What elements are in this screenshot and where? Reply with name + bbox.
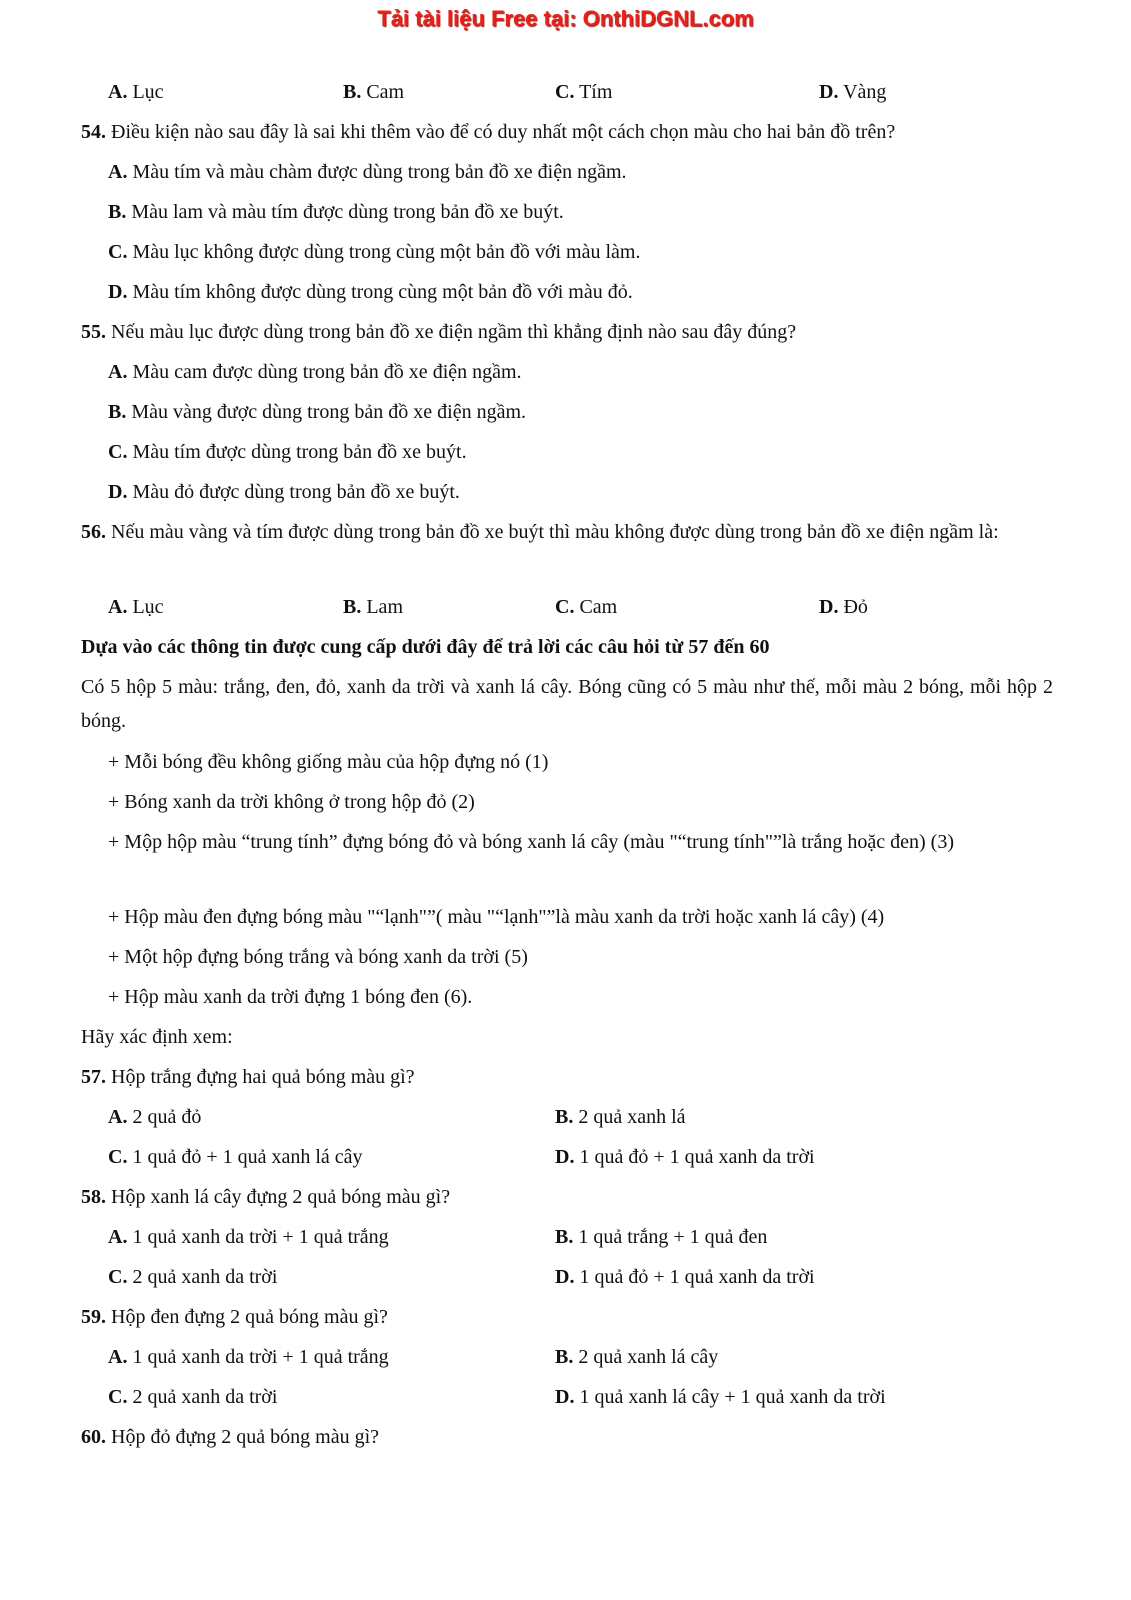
option-b: B. 2 quả xanh lá cây [555, 1346, 719, 1368]
section-heading: Dựa vào các thông tin được cung cấp dưới đây để trả lời các câu hỏi từ 57 đến 60 [81, 636, 770, 658]
option-b: B. Lam [343, 596, 403, 618]
option-b: B. Màu lam và màu tím được dùng trong bản đồ xe buýt. [108, 201, 564, 223]
question-58: 58. Hộp xanh lá cây đựng 2 quả bóng màu gì? [81, 1186, 451, 1208]
option-a: A. 1 quả xanh da trời + 1 quả trắng [108, 1226, 389, 1248]
option-c: C. 2 quả xanh da trời [108, 1386, 278, 1408]
option-d: D. 1 quả đỏ + 1 quả xanh da trời [555, 1146, 815, 1168]
rule-item: + Hộp màu xanh da trời đựng 1 bóng đen (6). [108, 986, 473, 1008]
option-d: D. 1 quả xanh lá cây + 1 quả xanh da trời [555, 1386, 886, 1408]
option-a: A. Màu tím và màu chàm được dùng trong bản đồ xe điện ngầm. [108, 161, 627, 183]
option-a: A. Lục [108, 596, 164, 618]
rule-item: + Mộp hộp màu “trung tính” đựng bóng đỏ và bóng xanh lá cây (màu "“trung tính"”là trắng hoặc đen) (3) [108, 831, 955, 853]
option-b: B. Cam [343, 81, 405, 103]
option-c: C. 1 quả đỏ + 1 quả xanh lá cây [108, 1146, 363, 1168]
rule-item: + Một hộp đựng bóng trắng và bóng xanh da trời (5) [108, 946, 528, 968]
option-d: D. Màu tím không được dùng trong cùng một bản đồ với màu đỏ. [108, 281, 633, 303]
option-c: C. Màu lục không được dùng trong cùng một bản đồ với màu làm. [108, 241, 641, 263]
option-b: B. Màu vàng được dùng trong bản đồ xe điện ngầm. [108, 401, 527, 423]
section-prompt: Hãy xác định xem: [81, 1026, 233, 1048]
question-60: 60. Hộp đỏ đựng 2 quả bóng màu gì? [81, 1426, 380, 1448]
option-a: A. 1 quả xanh da trời + 1 quả trắng [108, 1346, 389, 1368]
option-b: B. 2 quả xanh lá [555, 1106, 686, 1128]
option-c: C. Cam [555, 596, 618, 618]
option-d: D. Màu đỏ được dùng trong bản đồ xe buýt. [108, 481, 460, 503]
option-c: C. Tím [555, 81, 613, 103]
option-c: C. 2 quả xanh da trời [108, 1266, 278, 1288]
option-a: A. 2 quả đỏ [108, 1106, 202, 1128]
option-b: B. 1 quả trắng + 1 quả đen [555, 1226, 768, 1248]
option-a: A. Màu cam được dùng trong bản đồ xe điện ngầm. [108, 361, 522, 383]
option-c: C. Màu tím được dùng trong bản đồ xe buýt. [108, 441, 467, 463]
question-56: 56. Nếu màu vàng và tím được dùng trong bản đồ xe buýt thì màu không được dùng trong bản đồ xe điện ngầm là: [81, 521, 999, 543]
option-d: D. Đỏ [819, 596, 868, 618]
site-header: Tải tài liệu Free tại: OnthiDGNL.com [377, 6, 754, 31]
question-57: 57. Hộp trắng đựng hai quả bóng màu gì? [81, 1066, 415, 1088]
rule-item: + Mỗi bóng đều không giống màu của hộp đựng nó (1) [108, 751, 549, 773]
option-d: D. 1 quả đỏ + 1 quả xanh da trời [555, 1266, 815, 1288]
option-d: D. Vàng [819, 81, 887, 103]
rule-item: + Hộp màu đen đựng bóng màu "“lạnh"”( màu "“lạnh"”là màu xanh da trời hoặc xanh lá cây) (4) [108, 906, 885, 928]
question-54: 54. Điều kiện nào sau đây là sai khi thêm vào để có duy nhất một cách chọn màu cho hai bản đồ trên? [81, 121, 896, 143]
section-intro: Có 5 hộp 5 màu: trắng, đen, đỏ, xanh da trời và xanh lá cây. Bóng cũng có 5 màu như thế, mỗi màu 2 bóng, mỗi hộp 2 bóng. [81, 676, 1053, 732]
question-55: 55. Nếu màu lục được dùng trong bản đồ xe điện ngầm thì khẳng định nào sau đây đúng? [81, 321, 797, 343]
rule-item: + Bóng xanh da trời không ở trong hộp đỏ (2) [108, 791, 475, 813]
question-59: 59. Hộp đen đựng 2 quả bóng màu gì? [81, 1306, 388, 1328]
option-a: A. Lục [108, 81, 164, 103]
